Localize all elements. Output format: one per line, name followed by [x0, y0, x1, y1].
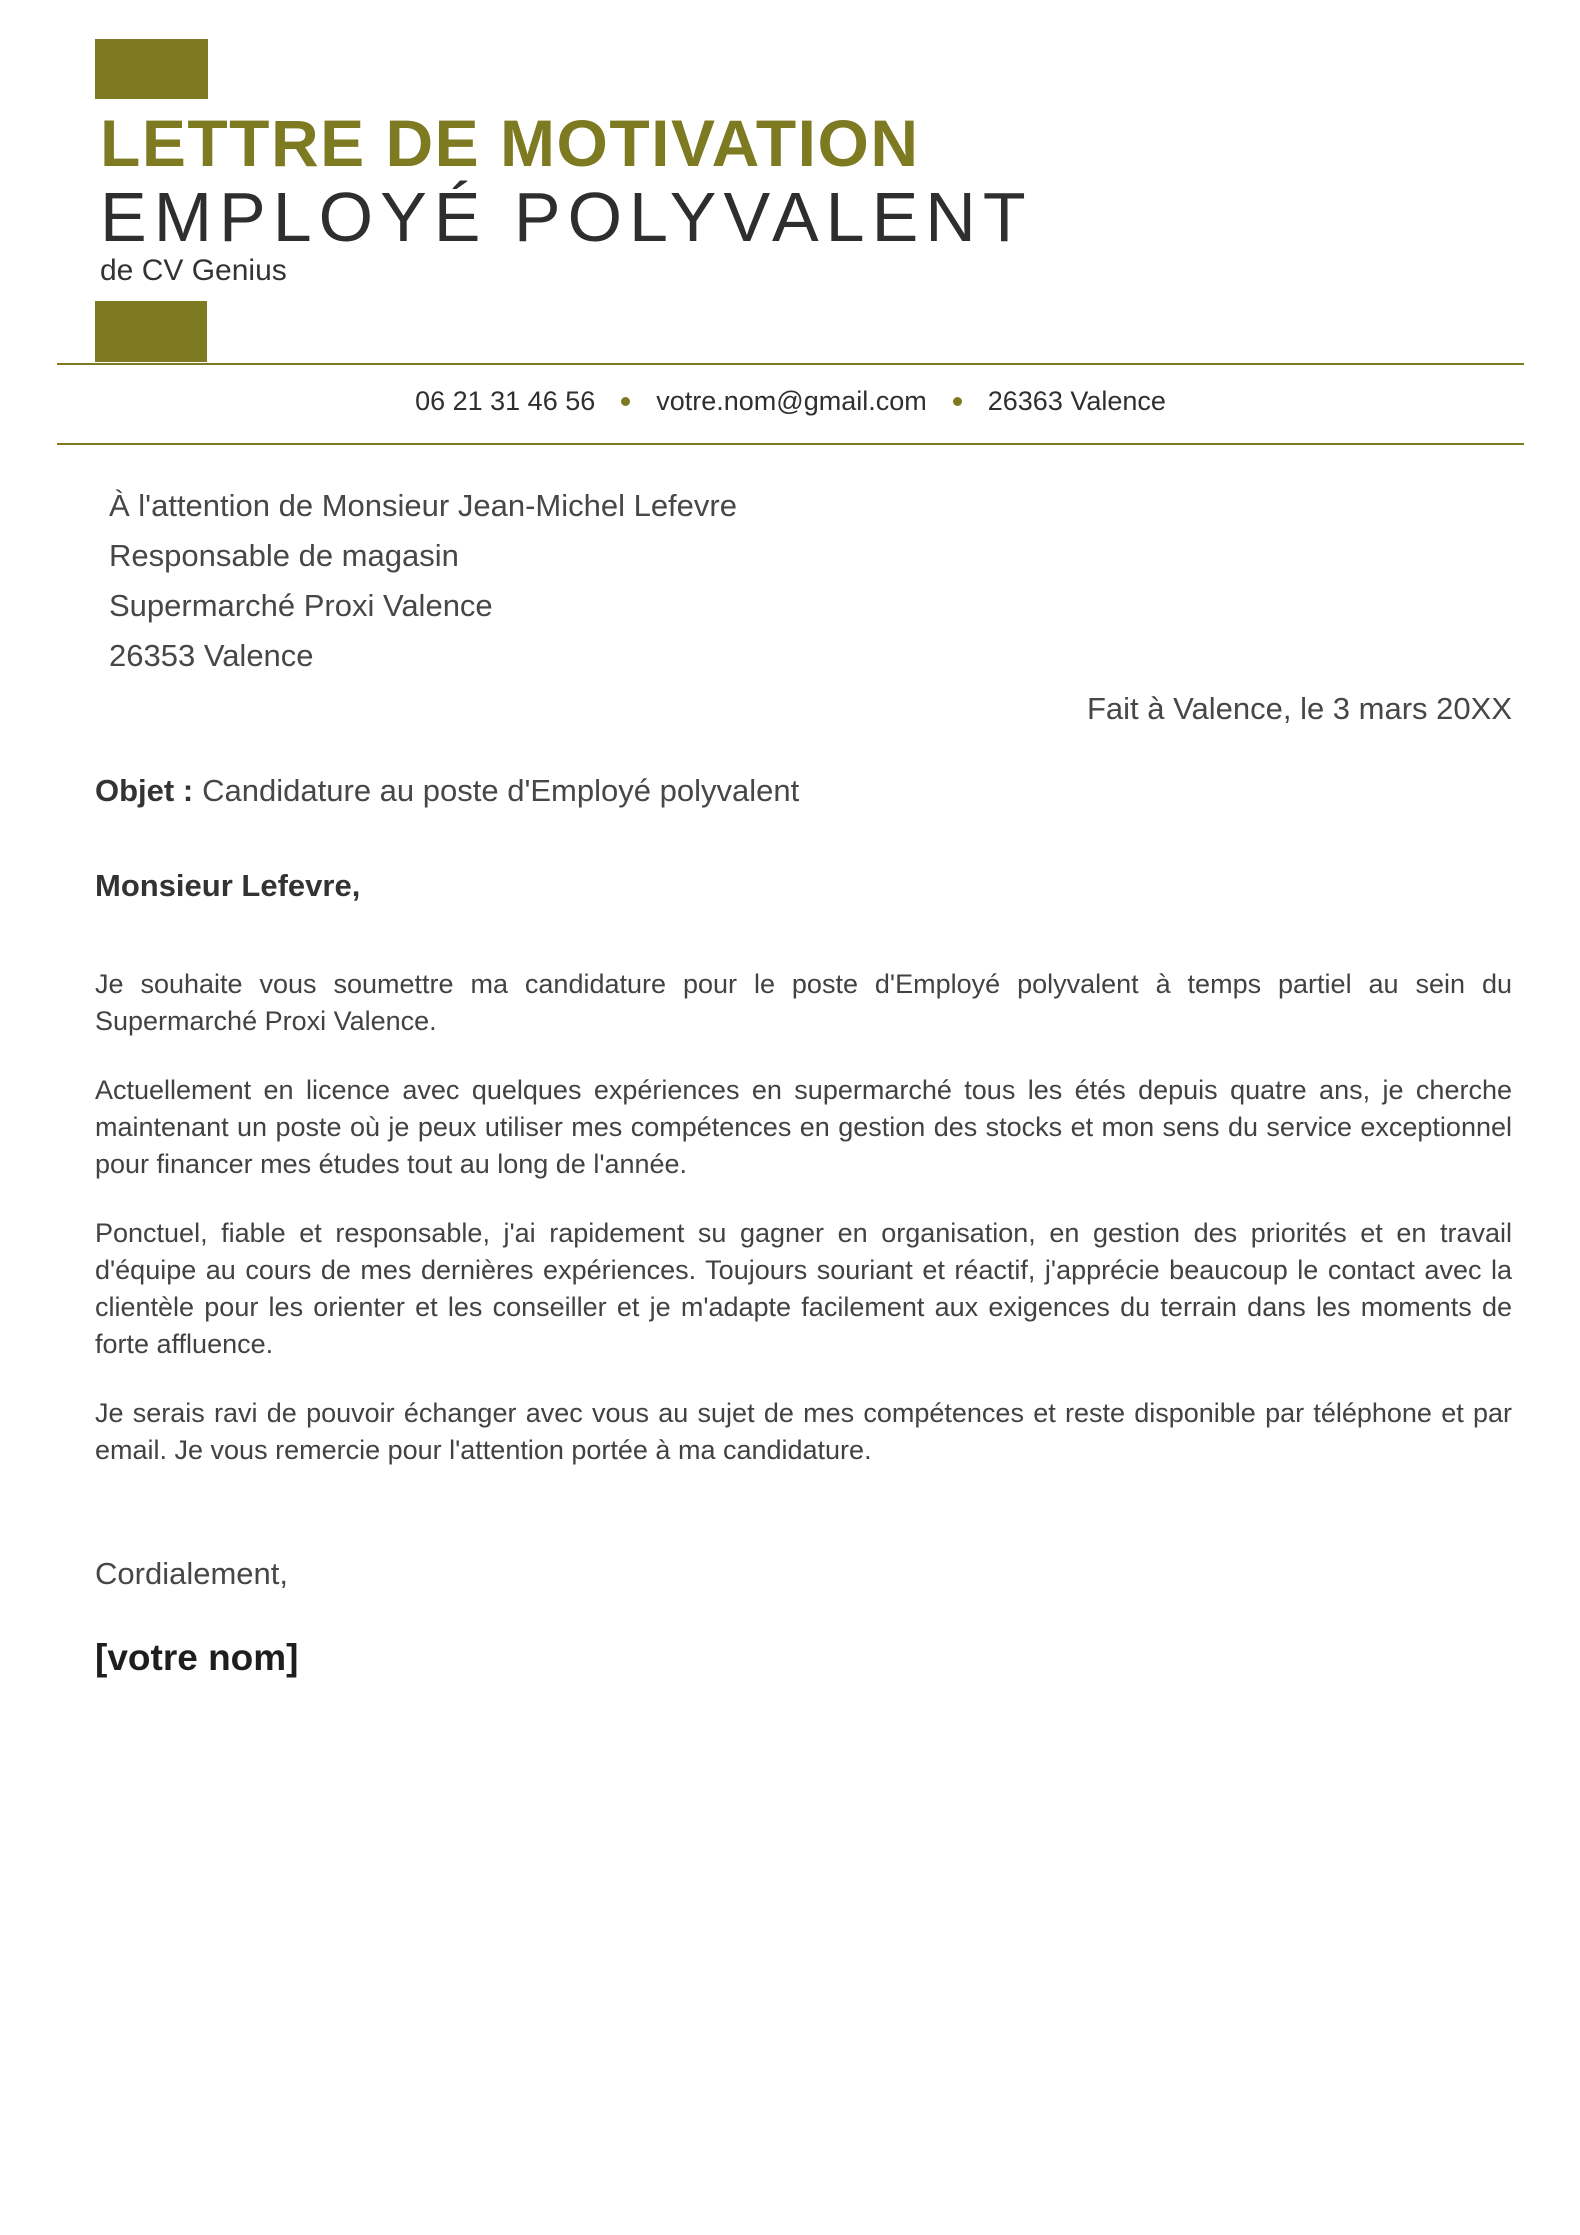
contact-location: 26363 Valence: [987, 386, 1166, 416]
body-paragraph: Je serais ravi de pouvoir échanger avec vous au sujet de mes compétences et reste disponible par téléphone et par email. Je vous remercie pour l'attention portée à ma candidature.: [95, 1398, 1512, 1465]
body-paragraph: Je souhaite vous soumettre ma candidature pour le poste d'Employé polyvalent à temps partiel au sein du Supermarché Proxi Valence.: [95, 969, 1512, 1036]
letter-body: [95, 966, 1512, 1469]
body-paragraph: Actuellement en licence avec quelques expériences en supermarché tous les étés depuis quatre ans, je cherche maintenant un poste où je peux utiliser mes compétences en gestion des stocks et mon sens du service exceptionnel pour financer mes études tout au long de l'année.: [95, 1075, 1512, 1179]
closing: Cordialement,: [95, 1556, 288, 1591]
brand-tagline: de CV Genius: [100, 254, 287, 287]
recipient-line: Supermarché Proxi Valence: [109, 588, 493, 623]
signature-placeholder: [votre nom]: [95, 1637, 299, 1678]
subject-line: [95, 766, 1512, 816]
body-paragraph: Ponctuel, fiable et responsable, j'ai rapidement su gagner en organisation, en gestion des priorités et en travail d'équipe au cours de mes dernières expériences. Toujours souriant et réactif, j'apprécie beaucoup le contact avec la clientèle pour les orienter et les conseiller et je m'adapte facilement aux exigences du terrain dans les moments de forte affluence.: [95, 1218, 1512, 1359]
phone-number: 06 21 31 46 56: [415, 386, 596, 416]
bullet-separator-icon: [953, 397, 962, 406]
subject-label: Objet :: [95, 773, 194, 808]
page-title: LETTRE DE MOTIVATION: [100, 106, 920, 180]
page-subtitle: EMPLOYÉ POLYVALENT: [100, 178, 1033, 256]
letter-content: [95, 445, 1512, 1683]
recipient-line: À l'attention de Monsieur Jean-Michel Lefevre: [109, 488, 737, 523]
accent-block-mid: [95, 301, 207, 362]
recipient-address: [109, 481, 1512, 681]
subject-text: Candidature au poste d'Employé polyvalent: [202, 773, 800, 808]
date-line: Fait à Valence, le 3 mars 20XX: [1086, 691, 1512, 726]
accent-block-top: [95, 39, 208, 99]
salutation: Monsieur Lefevre,: [95, 868, 361, 903]
email-address: votre.nom@gmail.com: [656, 386, 927, 416]
divider-top: [57, 363, 1524, 365]
recipient-line: 26353 Valence: [109, 638, 314, 673]
recipient-line: Responsable de magasin: [109, 538, 459, 573]
bullet-separator-icon: [621, 397, 630, 406]
contact-bar: [57, 381, 1524, 421]
